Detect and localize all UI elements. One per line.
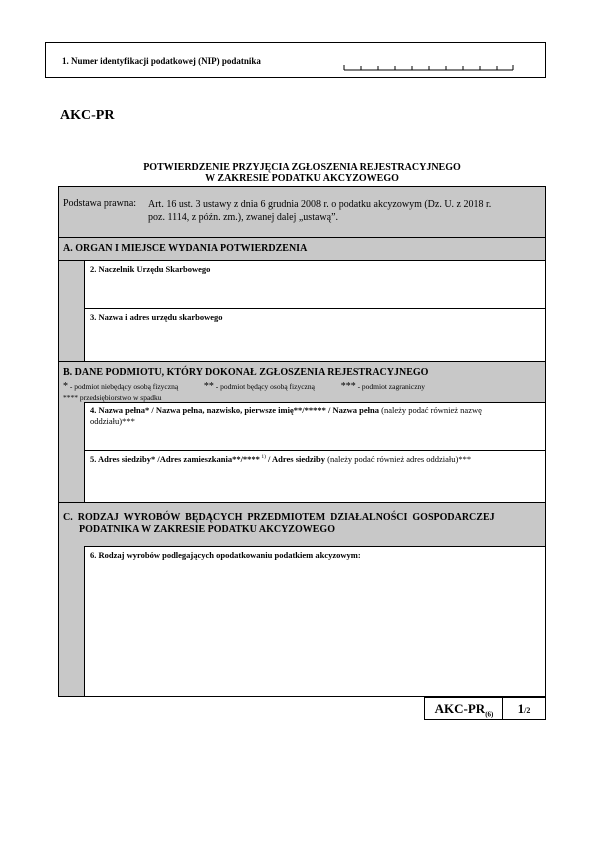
address-label xyxy=(90,454,471,464)
legend-mark: *** xyxy=(340,381,356,392)
page-number xyxy=(503,701,545,717)
full-name-label xyxy=(90,405,542,427)
nip-input[interactable] xyxy=(343,62,515,72)
legal-basis-text xyxy=(148,198,541,224)
legal-basis-label: Podstawa prawna: xyxy=(63,198,137,209)
full-name-label-note: (należy podać również nazwę xyxy=(379,405,482,415)
section-c-title xyxy=(63,512,541,536)
form-title-line2: W ZAKRESIE PODATKU AKCYZOWEGO xyxy=(205,173,399,184)
legend-text: - podmiot niebędący osobą fizyczną xyxy=(68,382,179,391)
office-address-label: 3. Nazwa i adres urzędu skarbowego xyxy=(90,312,223,322)
legend-inheritance: **** przedsiębiorstwo w spadku xyxy=(63,393,162,402)
form-title-line1: POTWIERDZENIE PRZYJĘCIA ZGŁOSZENIA REJESTRACYJNEGO xyxy=(143,162,461,173)
legend-mark: * xyxy=(63,381,68,392)
section-a-margin xyxy=(59,260,84,361)
footer-code-sub: (6) xyxy=(485,710,494,719)
address-label-note: (należy podać również adres oddziału)*** xyxy=(325,454,472,464)
page-total: /2 xyxy=(524,706,531,715)
legal-basis-line2: poz. 1114, z późn. zm.), zwanej dalej „ustawą”. xyxy=(148,212,339,223)
goods-type-label: 6. Rodzaj wyrobów podlegających opodatkowaniu podatkiem akcyzowym: xyxy=(90,550,361,560)
full-name-label-line2: oddziału)*** xyxy=(90,416,135,426)
legend-mark: ** xyxy=(203,381,214,392)
office-head-label: 2. Naczelnik Urzędu Skarbowego xyxy=(90,264,211,274)
section-c-margin xyxy=(59,546,84,696)
address-label-bold: 5. Adres siedziby* /Adres zamieszkania**/**** xyxy=(90,454,260,464)
footer-form-code xyxy=(428,701,500,719)
legend-text: - podmiot zagraniczny xyxy=(355,382,426,391)
form-title xyxy=(58,162,546,184)
section-b-title: B. DANE PODMIOTU, KTÓRY DOKONAŁ ZGŁOSZENIA REJESTRACYJNEGO xyxy=(63,367,429,378)
goods-type-field[interactable] xyxy=(85,547,545,696)
nip-label: 1. Numer identyfikacji podatkowej (NIP) podatnika xyxy=(62,56,261,66)
address-label-bold2: / Adres siedziby xyxy=(265,454,326,464)
full-name-label-bold: 4. Nazwa pełna* / Nazwa pełna, nazwisko, pierwsze imię**/***** / Nazwa pełna xyxy=(90,405,379,415)
legend-text: - podmiot będący osobą fizyczną xyxy=(213,382,315,391)
footer-code: AKC-PR xyxy=(434,701,486,716)
section-c-title-line2: PODATNIKA W ZAKRESIE PODATKU AKCYZOWEGO xyxy=(79,524,335,535)
section-b-margin xyxy=(59,402,84,502)
section-a-title: A. ORGAN I MIEJSCE WYDANIA POTWIERDZENIA xyxy=(63,243,308,254)
footnote-ref: 1) xyxy=(259,454,266,461)
section-b-legend xyxy=(63,381,425,392)
page-current: 1 xyxy=(517,701,525,716)
form-code: AKC-PR xyxy=(60,108,115,123)
legal-basis-line1: Art. 16 ust. 3 ustawy z dnia 6 grudnia 2008 r. o podatku akcyzowym (Dz. U. z 2018 r. xyxy=(148,199,492,210)
section-c-title-line1: C. RODZAJ WYROBÓW BĘDĄCYCH PRZEDMIOTEM DZIAŁALNOŚCI GOSPODARCZEJ xyxy=(63,512,495,523)
